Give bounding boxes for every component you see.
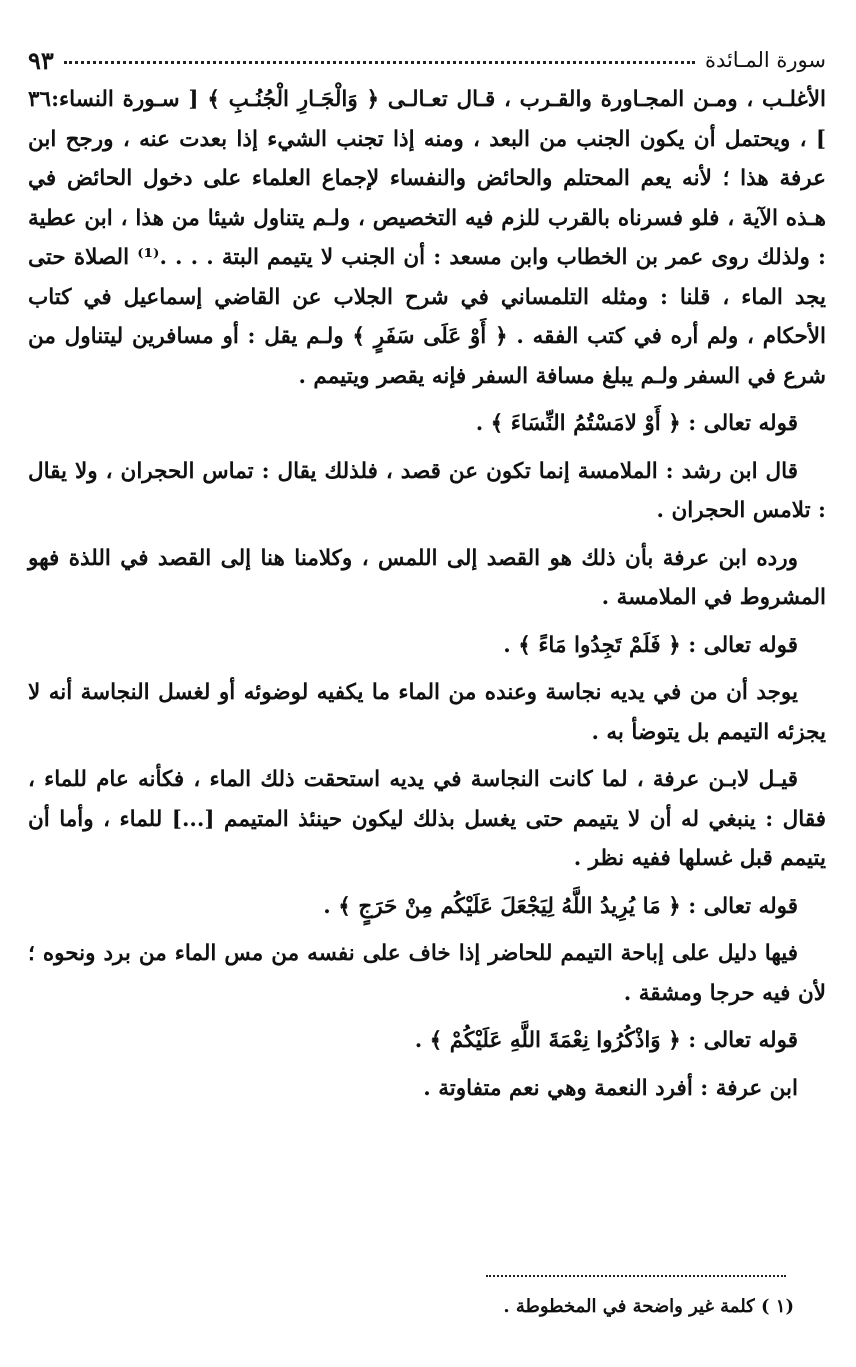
- paragraph-9: فيها دليل على إباحة التيمم للحاضر إذا خاف على نفسه من مس الماء من برد ونحوه ؛ لأن فيه حرجا ومشقة .: [28, 941, 826, 1006]
- paragraph-7: قيـل لابـن عرفة ، لما كانت النجاسة في يديه استحقت ذلك الماء ، فكأنه عام للماء ، فقال : ينبغي له أن لا يتيمم حتى يغسل بذلك ليكون حينئذ المتيمم [...] للماء ، وأما أن يتيمم قبل غسلها ففيه نظر .: [28, 767, 826, 871]
- footnote-separator: [486, 1275, 786, 1277]
- paragraph-1: الأغلـب ، ومـن المجـاورة والقـرب ، قـال تعـالـى ﴿ وَالْجَـارِ الْجُنُـبِ ﴾ [ سـورة النساء:٣٦ ] ، ويحتمل أن يكون الجنب من البعد ، ومنه إذا تجنب الشيء إذا بعدت عنه ، ورجح ابن عرفة هذا ؛ لأنه يعم المحتلم والحائض والنفساء لإجماع العلماء على دخول الحائض في هـذه الآية ، فلو فسرناه بالقرب للزم فيه التخصيص ، ولـم يتناول شيئا من هذا ، ابن عطية : ولذلك روى عمر بن الخطاب وابن مسعد : أن الجنب لا يتيمم البتة . . . .⁽¹⁾ الصلاة حتى يجد الماء ، قلنا : ومثله التلمساني في شرح الجلاب عن القاضي إسماعيل في كتاب الأحكام ، ولم أره في كتب الفقه . ﴿ أَوْ عَلَى سَفَرٍ ﴾ ولـم يقل : أو مسافرين ليتناول من شرع في السفر ولـم يبلغ مسافة السفر فإنه يقصر ويتيمم .: [28, 87, 826, 389]
- page-number: ٩٣: [28, 45, 54, 75]
- body-text: [28, 80, 826, 1108]
- paragraph-2: قوله تعالى : ﴿ أَوْ لامَسْتُمُ النِّسَاءَ ﴾ .: [475, 411, 798, 436]
- footnote: (١ ) كلمة غير واضحة في المخطوطة .: [503, 1296, 794, 1317]
- paragraph-8: قوله تعالى : ﴿ مَا يُرِيدُ اللَّهُ لِيَجْعَلَ عَلَيْكُم مِنْ حَرَجٍ ﴾ .: [323, 893, 798, 919]
- paragraph-10: قوله تعالى : ﴿ وَاذْكُرُوا نِعْمَةَ اللَّهِ عَلَيْكُمْ ﴾ .: [414, 1028, 798, 1053]
- paragraph-3: قال ابن رشد : الملامسة إنما تكون عن قصد ، فلذلك يقال : تماس الحجران ، ولا يقال : تلامس الحجران .: [28, 458, 826, 523]
- paragraph-11: ابن عرفة : أفرد النعمة وهي نعم متفاوتة .: [423, 1075, 798, 1101]
- paragraph-5: قوله تعالى : ﴿ فَلَمْ تَجِدُوا مَاءً ﴾ .: [503, 632, 798, 658]
- paragraph-4: ورده ابن عرفة بأن ذلك هو القصد إلى اللمس ، وكلامنا هنا إلى القصد في اللذة فهو المشروط في الملامسة .: [28, 545, 826, 610]
- header-dotted-rule: [64, 61, 695, 64]
- paragraph-6: يوجد أن من في يديه نجاسة وعنده من الماء ما يكفيه لوضوئه أو لغسل النجاسة أنه لا يجزئه التيمم بل يتوضأ به .: [28, 680, 826, 745]
- surah-title: سورة المـائدة: [704, 48, 826, 72]
- page-header: [28, 42, 826, 78]
